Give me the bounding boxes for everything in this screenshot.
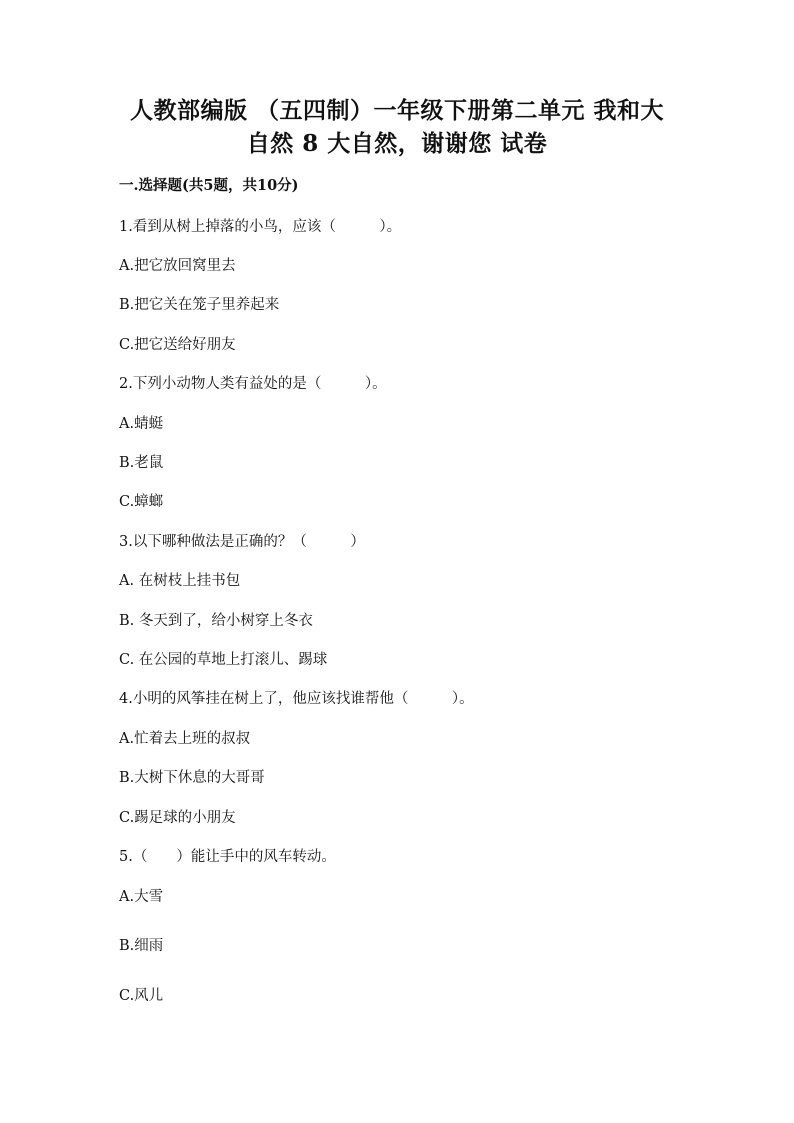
document-title-line-2: 自然 8 大自然，谢谢您 试卷 bbox=[246, 130, 548, 157]
question-5-option-a: A.大雪 bbox=[119, 889, 164, 905]
question-1-option-a: A.把它放回窝里去 bbox=[119, 258, 236, 274]
question-1-option-c: C.把它送给好朋友 bbox=[119, 337, 236, 353]
question-3-stem: 3.以下哪种做法是正确的？（ ） bbox=[119, 534, 365, 550]
question-5-option-b: B.细雨 bbox=[119, 938, 164, 954]
question-2-option-b: B.老鼠 bbox=[119, 455, 164, 471]
question-4-option-b: B.大树下休息的大哥哥 bbox=[119, 770, 265, 786]
question-4-option-a: A.忙着去上班的叔叔 bbox=[119, 731, 251, 747]
question-3-option-c: C. 在公园的草地上打滚儿、踢球 bbox=[119, 652, 328, 668]
question-1-option-b: B.把它关在笼子里养起来 bbox=[119, 297, 280, 313]
question-4-stem: 4.小明的风筝挂在树上了，他应该找谁帮他（ ）。 bbox=[119, 691, 474, 707]
question-2-stem: 2.下列小动物人类有益处的是（ ）。 bbox=[119, 376, 387, 392]
question-3-option-a: A. 在树枝上挂书包 bbox=[119, 573, 241, 589]
document-title-line-1: 人教部编版 （五四制）一年级下册第二单元 我和大 bbox=[129, 97, 664, 124]
section-header: 一.选择题(共5题，共10分) bbox=[119, 177, 299, 194]
question-4-option-c: C.踢足球的小朋友 bbox=[119, 810, 236, 826]
question-2-option-c: C.蟑螂 bbox=[119, 494, 164, 510]
question-1-stem: 1.看到从树上掉落的小鸟，应该（ ）。 bbox=[119, 219, 402, 235]
question-5-stem: 5.（ ）能让手中的风车转动。 bbox=[119, 849, 336, 865]
question-2-option-a: A.蜻蜓 bbox=[119, 416, 164, 432]
question-5-option-c: C.风儿 bbox=[119, 988, 164, 1004]
question-3-option-b: B. 冬天到了，给小树穿上冬衣 bbox=[119, 613, 313, 629]
